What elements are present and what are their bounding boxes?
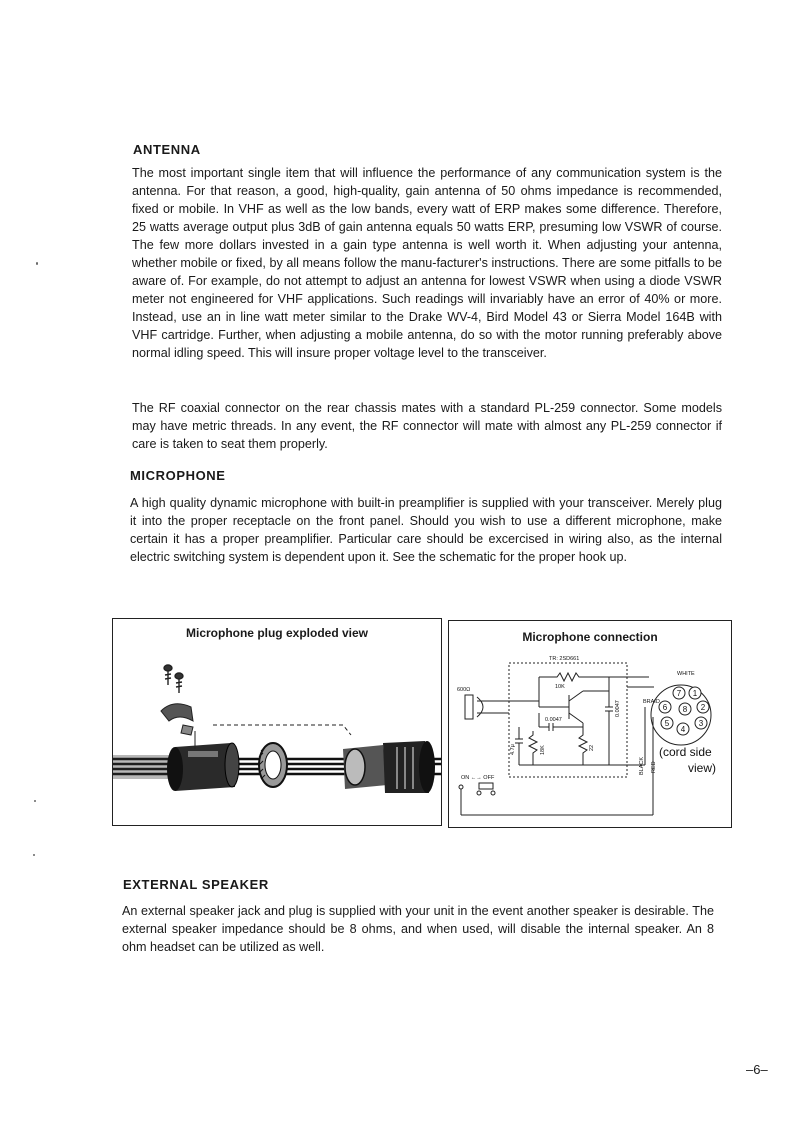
external-speaker-paragraph: An external speaker jack and plug is supplied with your unit in the event another speaker is desirable. The external speaker impedance should be 8 ohms, and when used, will disable the internal speaker. An 8 ohm headset can be utilized as well. xyxy=(122,904,714,954)
cord-side-note-line-2: view) xyxy=(688,761,717,775)
microphone-connection-schematic xyxy=(449,647,731,827)
microphone-heading: MICROPHONE xyxy=(130,468,226,483)
resistor-22-label: 22 xyxy=(589,744,595,751)
pin-label-3: 3 xyxy=(698,719,704,728)
pin-label-2: 2 xyxy=(700,703,706,712)
wire-red-label: RED xyxy=(651,761,657,773)
pin-label-7: 7 xyxy=(676,689,682,698)
wire-black-label: BLACK xyxy=(639,756,645,775)
cap-mid-label: 0.0047 xyxy=(545,717,562,723)
switch-label: ON ←→ OFF xyxy=(461,775,495,781)
antenna-paragraph-1: The most important single item that will influence the performance of any communication system is the antenna. For that reason, a good, high-quality, gain antenna of 50 ohms impedance is recommended, fixed or mobile. In VHF as well as the low bands, every watt of ERP makes some difference. Therefore, 25 watts average output plus 3dB of gain antenna equals 50 watts ERP, presuming low VSWR of course. The few more dollars invested in a gain type antenna is well worth it. When adjusting your antenna, whether mobile or fixed, by all means follow the manu-facturer's instructions. There are some pitfalls to be aware of. For example, do not attempt to adjust an antenna for lowest VSWR when using a diode VSWR meter not engineered for VHF applications. Such readings will invariably have an error of 40% or more. Instead, use an in line watt meter similar to the Drake WV-4, Bird Model 43 or Sierra Model 164B with VHF cartridge. Further, when adjusting a mobile antenna, do so with the motor running preferably above normal idling speed. This will insure proper voltage level to the transceiver. xyxy=(132,166,722,360)
screw-2 xyxy=(175,673,183,693)
resistor-10k-label: 10K xyxy=(555,684,565,690)
antenna-paragraph-2: The RF coaxial connector on the rear chassis mates with a standard PL-259 connector. Some models may have metric threads. In any event, the RF connector will mate with almost any PL-259 connector if care is taken to seat them properly. xyxy=(132,401,722,451)
resistor-18k-label: 18K xyxy=(540,745,546,755)
pin-label-5: 5 xyxy=(664,719,670,728)
scan-speck xyxy=(33,854,35,856)
wire-braid-label: BRAID xyxy=(643,699,660,705)
mic-impedance-label: 600Ω xyxy=(457,687,471,693)
plug-exploded-view-title: Microphone plug exploded view xyxy=(185,626,368,640)
scan-speck xyxy=(34,800,36,802)
cord-side-note-line-1: (cord side xyxy=(659,745,712,759)
scan-speck xyxy=(36,262,38,265)
pin-label-4: 4 xyxy=(680,725,686,734)
microphone-connection-title: Microphone connection xyxy=(522,630,658,644)
plug-exploded-view-figure xyxy=(112,618,442,826)
cap-right-label: 0.0047 xyxy=(615,700,621,717)
screw-1 xyxy=(164,665,172,685)
plug-exploded-view-drawing xyxy=(113,643,441,823)
page-number: –6– xyxy=(746,1062,768,1077)
external-speaker-heading: EXTERNAL SPEAKER xyxy=(123,877,269,892)
microphone-paragraph: A high quality dynamic microphone with built-in preamplifier is supplied with your transceiver. Merely plug it into the proper receptacle on the front panel. Should you wish to use a different microphone, make certain it has a proper preamplifier. Particular care should be excercised in wiring also, as the internal electric switching system is dependent upon it. See the schematic for the proper hook up. xyxy=(130,496,722,564)
pin-label-6: 6 xyxy=(662,703,668,712)
wire-white-label: WHITE xyxy=(677,671,695,677)
pin-label-8: 8 xyxy=(682,705,688,714)
transistor-label: TR: 2SD661 xyxy=(549,656,580,662)
antenna-heading: ANTENNA xyxy=(133,142,201,157)
microphone-connection-figure xyxy=(448,620,732,828)
cap-left-label: 4.7μ xyxy=(510,744,516,755)
pin-label-1: 1 xyxy=(692,689,698,698)
